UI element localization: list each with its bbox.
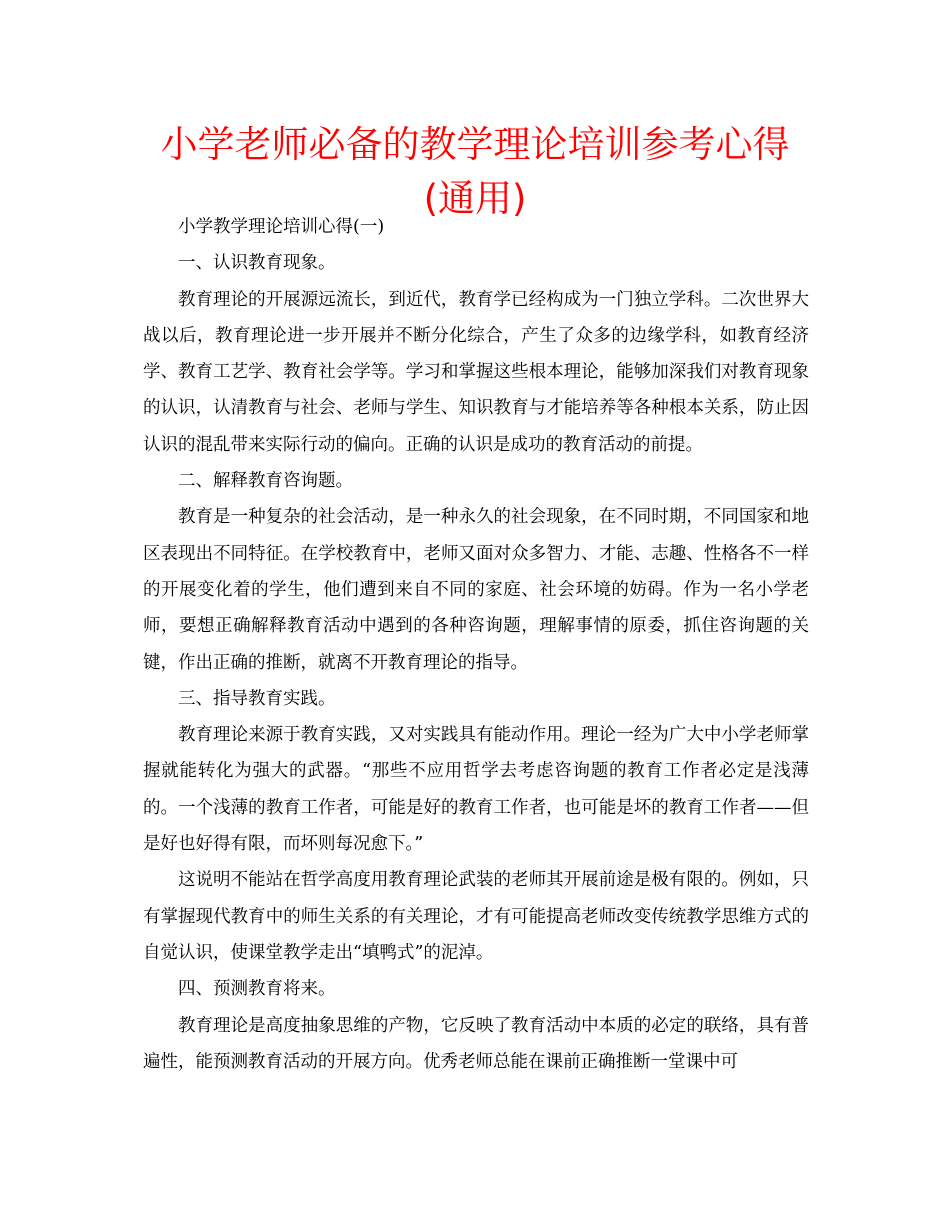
paragraph-5: 教育理论是高度抽象思维的产物，它反映了教育活动中本质的必定的联络，具有普遍性，能预测教育活动的开展方向。优秀老师总能在课前正确推断一堂课中可 — [143, 1015, 809, 1072]
section-heading-3: 三、指导教育实践。 — [178, 688, 336, 709]
title-line-2: (通用) — [423, 177, 527, 220]
paragraph-4: 这说明不能站在哲学高度用教育理论武装的老师其开展前途是极有限的。例如，只有掌握现代教育中的师生关系的有关理论，才有可能提高老师改变传统教学思维方式的自觉认识，使课堂教学走出“填鸭式”的泥淖。 — [143, 870, 809, 963]
document-body — [143, 209, 809, 1080]
paragraph-1: 教育理论的开展源远流长，到近代，教育学已经构成为一门独立学科。二次世界大战以后，教育理论进一步开展并不断分化综合，产生了众多的边缘学科，如教育经济学、教育工艺学、教育社会学等。学习和掌握这些根本理论，能够加深我们对教育现象的认识，认清教育与社会、老师与学生、知识教育与才能培养等各种根本关系，防止因认识的混乱带来实际行动的偏向。正确的认识是成功的教育活动的前提。 — [143, 289, 809, 455]
section-heading-1: 一、认识教育现象。 — [178, 253, 336, 274]
section-heading-2: 二、解释教育咨询题。 — [178, 471, 353, 492]
section-heading-4: 四、预测教育将来。 — [178, 979, 336, 1000]
paragraph-2: 教育是一种复杂的社会活动，是一种永久的社会现象，在不同时期，不同国家和地区表现出不同特征。在学校教育中，老师又面对众多智力、才能、志趣、性格各不一样的开展变化着的学生，他们遭到来自不同的家庭、社会环境的妨碍。作为一名小学老师，要想正确解释教育活动中遇到的各种咨询题，理解事情的原委，抓住咨询题的关键，作出正确的推断，就离不开教育理论的指导。 — [143, 507, 809, 673]
subtitle: 小学教学理论培训心得(一) — [178, 217, 385, 237]
paragraph-3: 教育理论来源于教育实践，又对实践具有能动作用。理论一经为广大中小学老师掌握就能转化为强大的武器。“那些不应用哲学去考虑咨询题的教育工作者必定是浅薄的。一个浅薄的教育工作者，可能是好的教育工作者，也可能是坏的教育工作者——但是好也好得有限，而坏则每况愈下。” — [143, 725, 809, 855]
title-line-1: 小学老师必备的教学理论培训参考心得 — [160, 123, 790, 166]
